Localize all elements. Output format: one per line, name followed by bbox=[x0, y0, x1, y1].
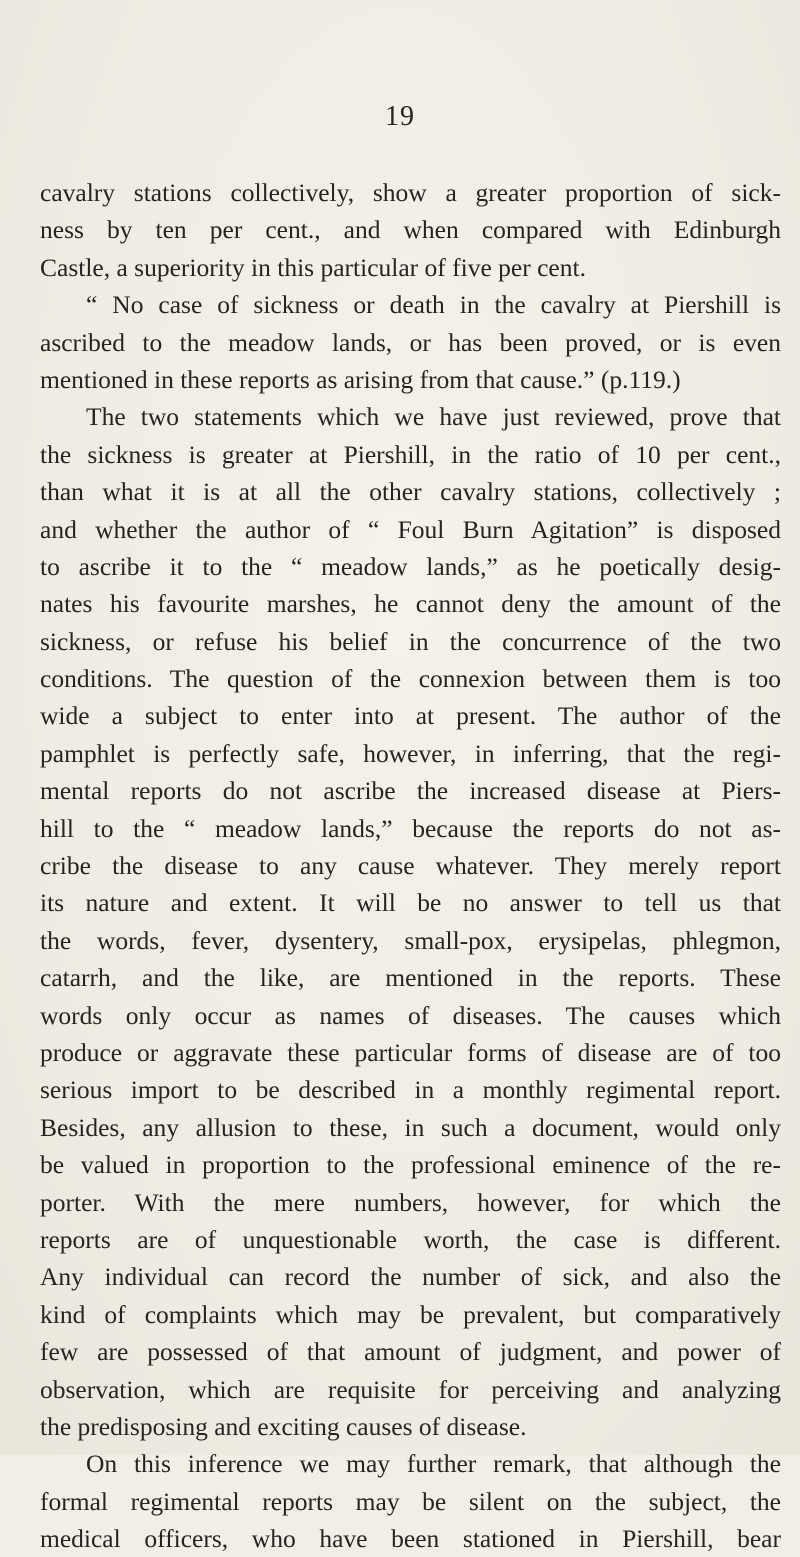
text-line: words only occur as names of diseases. The causes which bbox=[40, 1000, 781, 1030]
text-line: Any individual can record the number of sick, and also the bbox=[40, 1262, 781, 1292]
text-line: On this inference we may further remark, that although the bbox=[86, 1449, 781, 1479]
text-line: sickness, or refuse his belief in the concurrence of the two bbox=[40, 626, 781, 656]
text-line: Castle, a superiority in this particular of five per cent. bbox=[40, 252, 586, 282]
text-line: hill to the “ meadow lands,” because the reports do not as- bbox=[40, 813, 781, 843]
text-line: catarrh, and the like, are mentioned in the reports. These bbox=[40, 963, 781, 993]
text-line: cribe the disease to any cause whatever. They merely report bbox=[40, 851, 781, 881]
text-line: serious import to be described in a monthly regimental report. bbox=[40, 1075, 781, 1105]
text-line: and whether the author of “ Foul Burn Agitation” is disposed bbox=[40, 514, 781, 544]
text-line: porter. With the mere numbers, however, for which the bbox=[40, 1187, 781, 1217]
text-line: Besides, any allusion to these, in such a document, would only bbox=[40, 1112, 781, 1142]
text-line: kind of complaints which may be prevalent, but comparatively bbox=[40, 1299, 781, 1329]
text-line: few are possessed of that amount of judgment, and power of bbox=[40, 1337, 781, 1367]
text-line: reports are of unquestionable worth, the case is different. bbox=[40, 1224, 781, 1254]
text-line: wide a subject to enter into at present. The author of the bbox=[40, 701, 781, 731]
text-line: be valued in proportion to the professional eminence of the re- bbox=[40, 1150, 781, 1180]
text-line: The two statements which we have just reviewed, prove that bbox=[86, 402, 781, 432]
text-line: conditions. The question of the connexion between them is too bbox=[40, 664, 781, 694]
text-line: its nature and extent. It will be no answer to tell us that bbox=[40, 888, 781, 918]
text-line: nates his favourite marshes, he cannot deny the amount of the bbox=[40, 589, 781, 619]
text-line: observation, which are requisite for perceiving and analyzing bbox=[40, 1374, 781, 1404]
text-line: ascribed to the meadow lands, or has been proved, or is even bbox=[40, 327, 781, 357]
text-line: the sickness is greater at Piershill, in the ratio of 10 per cent., bbox=[40, 439, 781, 469]
text-line: pamphlet is perfectly safe, however, in inferring, that the regi- bbox=[40, 738, 781, 768]
body-text bbox=[40, 174, 781, 1557]
text-line: the words, fever, dysentery, small-pox, erysipelas, phlegmon, bbox=[40, 925, 781, 955]
text-line: formal regimental reports may be silent on the subject, the bbox=[40, 1486, 781, 1516]
text-line: cavalry stations collectively, show a greater proportion of sick- bbox=[40, 178, 781, 207]
text-line: “ No case of sickness or death in the cavalry at Piershill is bbox=[86, 290, 781, 320]
text-line: produce or aggravate these particular forms of disease are of too bbox=[40, 1037, 781, 1067]
text-line: to ascribe it to the “ meadow lands,” as he poetically desig- bbox=[40, 551, 781, 581]
text-line: than what it is at all the other cavalry stations, collectively ; bbox=[40, 477, 781, 507]
text-line: ness by ten per cent., and when compared with Edinburgh bbox=[40, 215, 781, 245]
text-line: medical officers, who have been stationed in Piershill, bear bbox=[40, 1524, 781, 1554]
text-line: mental reports do not ascribe the increased disease at Piers- bbox=[40, 776, 781, 806]
text-line: mentioned in these reports as arising from that cause.” (p.119.) bbox=[40, 364, 681, 394]
text-line: the predisposing and exciting causes of disease. bbox=[40, 1411, 527, 1441]
page-number: 19 bbox=[385, 101, 415, 132]
